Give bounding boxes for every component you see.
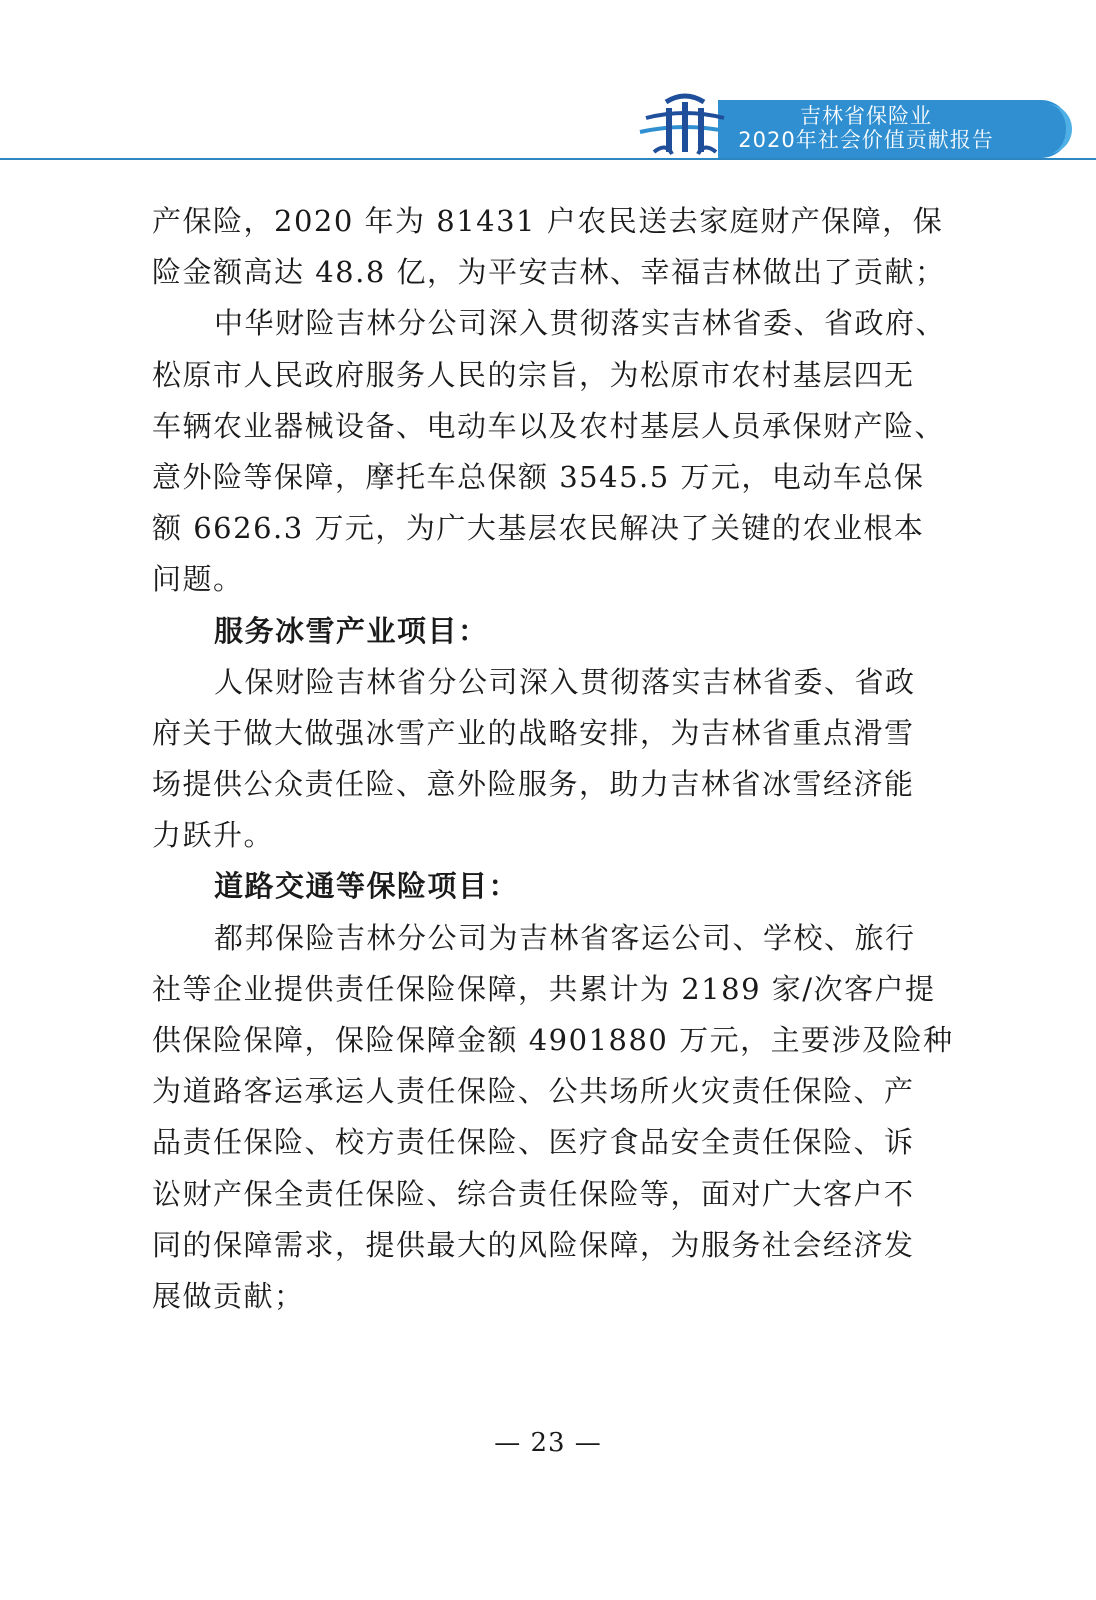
text-line: 场提供公众责任险、意外险服务，助力吉林省冰雪经济能 (152, 767, 915, 802)
text-line: 供保险保障，保险保障金额 4901880 万元，主要涉及险种 (152, 1023, 954, 1057)
page-number: — 23 — (494, 1428, 602, 1458)
text-line: 为道路客运承运人责任保险、公共场所火灾责任保险、产 (152, 1074, 915, 1109)
report-series-title: 吉林省保险业 (800, 104, 932, 128)
section-heading: 道路交通等保险项目： (214, 869, 520, 904)
text-line: 力跃升。 (152, 818, 275, 853)
text-line: 展做贡献； (152, 1278, 305, 1313)
text-line: 品责任保险、校方责任保险、医疗食品安全责任保险、诉 (152, 1125, 915, 1160)
text-line: 车辆农业器械设备、电动车以及农村基层人员承保财产险、 (152, 408, 946, 443)
header-banner-edge (1040, 104, 1072, 154)
text-line: 都邦保险吉林分公司为吉林省客运公司、学校、旅行 (214, 920, 916, 955)
report-title: 2020年社会价值贡献报告 (738, 128, 994, 152)
text-line: 松原市人民政府服务人民的宗旨，为松原市农村基层四无 (152, 357, 915, 392)
text-line: 额 6626.3 万元，为广大基层农民解决了关键的农业根本 (152, 511, 925, 546)
header-rule (0, 158, 1096, 160)
text-line: 险金额高达 48.8 亿，为平安吉林、幸福吉林做出了贡献； (152, 255, 946, 290)
text-line: 府关于做大做强冰雪产业的战略安排，为吉林省重点滑雪 (152, 715, 915, 750)
text-line: 问题。 (152, 562, 244, 597)
text-line: 同的保障需求，提供最大的风险保障，为服务社会经济发 (152, 1227, 915, 1262)
text-line: 中华财险吉林分公司深入贯彻落实吉林省委、省政府、 (214, 306, 947, 341)
text-line: 社等企业提供责任保险保障，共累计为 2189 家/次客户提 (152, 971, 936, 1006)
body-text (152, 196, 954, 1322)
text-line: 产保险，2020 年为 81431 户农民送去家庭财产保障，保 (152, 204, 944, 238)
text-line: 意外险等保障，摩托车总保额 3545.5 万元，电动车总保 (152, 459, 925, 494)
section-heading: 服务冰雪产业项目： (214, 613, 489, 648)
text-line: 人保财险吉林省分公司深入贯彻落实吉林省委、省政 (214, 664, 916, 699)
text-line: 讼财产保全责任保险、综合责任保险等，面对广大客户不 (152, 1176, 915, 1211)
